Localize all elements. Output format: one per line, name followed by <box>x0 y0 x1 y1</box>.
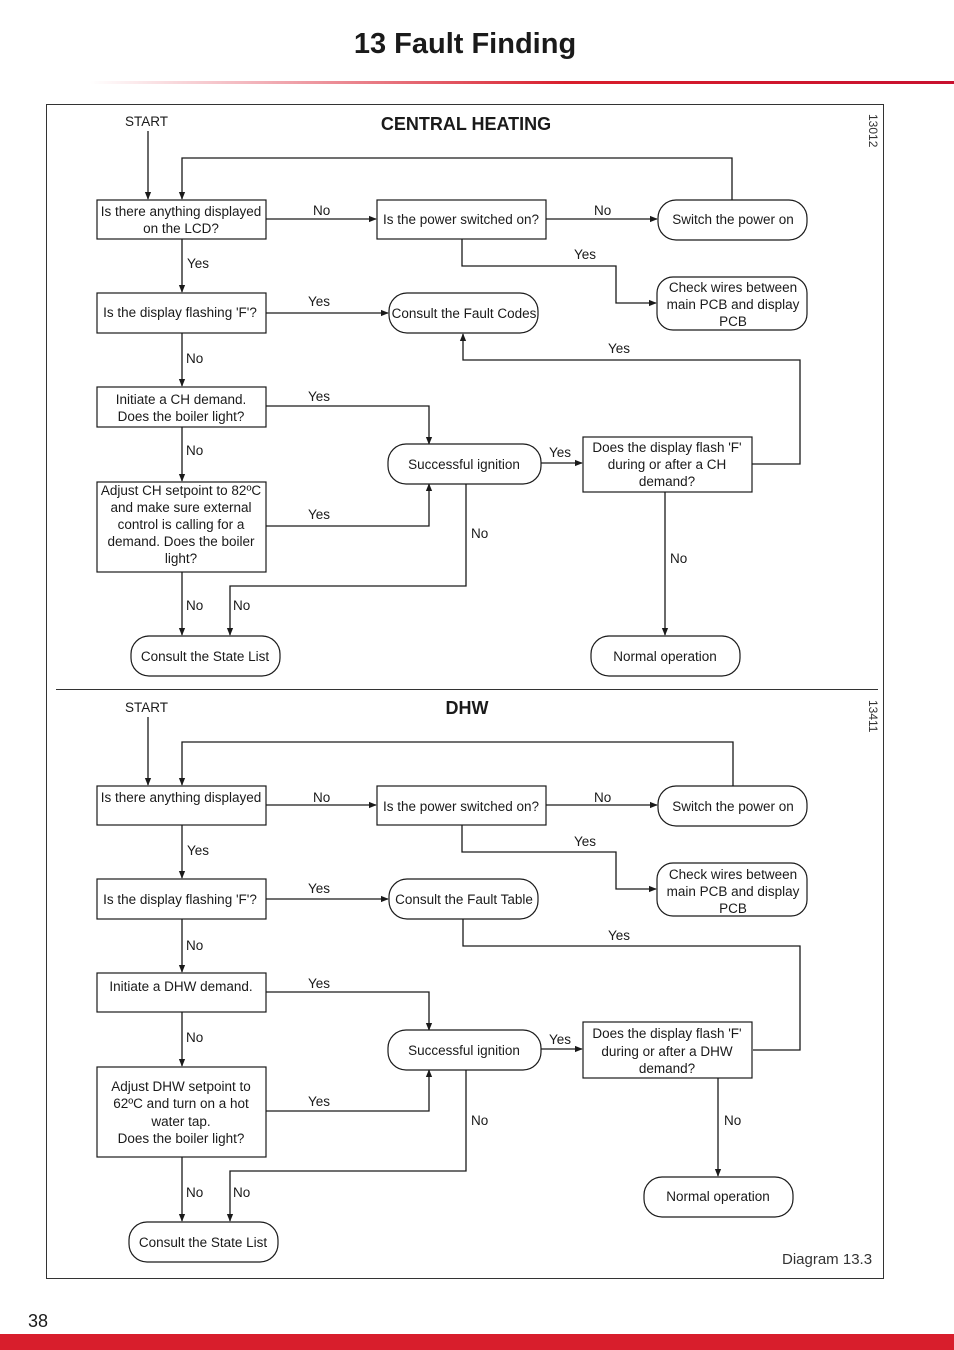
ch-node-adjust-setpoint <box>97 482 266 572</box>
ch-label-no: No <box>186 443 204 458</box>
dhw-label-no: No <box>594 790 612 805</box>
dhw-diagram-ref: 13411 <box>866 700 880 733</box>
svg-text:Is the display flashing 'F'?: Is the display flashing 'F'? <box>103 305 257 320</box>
ch-start-label: START <box>125 114 169 129</box>
central-heating-section <box>97 114 880 676</box>
ch-label-yes: Yes <box>308 507 331 522</box>
ch-label-no: No <box>670 551 688 566</box>
dhw-label-yes: Yes <box>308 1094 331 1109</box>
svg-text:62ºC and turn on a hot: 62ºC and turn on a hot <box>113 1096 249 1111</box>
svg-text:Switch the power on: Switch the power on <box>672 799 794 814</box>
dhw-node-check-wires <box>657 863 807 916</box>
ch-node-flash-after-question <box>583 437 752 492</box>
svg-text:demand?: demand? <box>638 474 696 489</box>
ch-label-no: No <box>594 203 612 218</box>
ch-node-successful-ignition <box>388 444 541 484</box>
svg-text:light?: light? <box>164 551 198 566</box>
svg-text:Is the display flashing 'F'?: Is the display flashing 'F'? <box>103 892 257 907</box>
diagram-caption: Diagram 13.3 <box>782 1251 873 1268</box>
svg-text:Does the display flash 'F': Does the display flash 'F' <box>592 440 742 455</box>
svg-text:Normal operation: Normal operation <box>666 1189 770 1204</box>
dhw-label-no: No <box>471 1113 489 1128</box>
svg-text:Does the display flash 'F': Does the display flash 'F' <box>592 1026 742 1041</box>
svg-text:main PCB and display: main PCB and display <box>666 884 800 899</box>
dhw-label-yes: Yes <box>608 928 631 943</box>
svg-text:and make sure external: and make sure external <box>110 500 252 515</box>
dhw-node-flash-after-question <box>583 1022 752 1078</box>
dhw-node-flashing-question <box>97 879 266 919</box>
ch-node-consult-state-list <box>131 636 280 676</box>
svg-text:during or after a CH: during or after a CH <box>607 457 727 472</box>
svg-text:Does the boiler light?: Does the boiler light? <box>117 409 245 424</box>
ch-node-normal-operation <box>591 636 740 676</box>
dhw-node-lcd-question <box>97 786 266 825</box>
dhw-label-yes: Yes <box>308 881 331 896</box>
ch-label-no: No <box>186 351 204 366</box>
dhw-node-successful-ignition <box>388 1030 541 1070</box>
svg-text:main PCB and display: main PCB and display <box>666 297 800 312</box>
svg-text:on the LCD?: on the LCD? <box>143 221 219 236</box>
ch-node-check-wires <box>657 277 807 330</box>
svg-text:demand?: demand? <box>638 1061 696 1076</box>
svg-text:PCB: PCB <box>719 314 747 329</box>
svg-text:Normal operation: Normal operation <box>613 649 717 664</box>
ch-label-no: No <box>233 598 251 613</box>
dhw-node-normal-operation <box>644 1177 793 1217</box>
ch-label-yes: Yes <box>308 389 331 404</box>
page-number: 38 <box>28 1311 49 1331</box>
svg-text:Is the power switched on?: Is the power switched on? <box>382 212 540 227</box>
svg-text:Adjust DHW setpoint to: Adjust DHW setpoint to <box>111 1079 251 1094</box>
ch-node-flashing-question <box>97 293 266 333</box>
ch-node-consult-fault-codes <box>389 293 538 333</box>
svg-text:Is there anything displayed: Is there anything displayed <box>100 790 262 805</box>
dhw-label-no: No <box>186 1030 204 1045</box>
dhw-start-label: START <box>125 700 169 715</box>
svg-text:Successful ignition: Successful ignition <box>408 457 520 472</box>
ch-node-power-question <box>377 200 546 239</box>
page-title: 13 Fault Finding <box>353 28 577 60</box>
dhw-label-no: No <box>233 1185 251 1200</box>
dhw-node-power-question <box>377 786 546 825</box>
svg-text:demand. Does the boiler: demand. Does the boiler <box>107 534 255 549</box>
ch-node-initiate-demand <box>97 387 266 427</box>
svg-text:Consult the State List: Consult the State List <box>140 649 270 664</box>
ch-label-yes: Yes <box>549 445 572 460</box>
ch-label-yes: Yes <box>608 341 631 356</box>
svg-text:Is the power switched on?: Is the power switched on? <box>382 799 540 814</box>
dhw-label-yes: Yes <box>308 976 331 991</box>
dhw-label-no: No <box>313 790 331 805</box>
svg-text:Consult the State List: Consult the State List <box>138 1235 268 1250</box>
svg-text:Is there anything displayed: Is there anything displayed <box>100 204 262 219</box>
dhw-label-yes: Yes <box>187 843 210 858</box>
dhw-node-consult-state-list <box>129 1222 278 1262</box>
ch-label-no: No <box>186 598 204 613</box>
dhw-heading: DHW <box>445 698 489 718</box>
svg-text:Initiate a CH demand.: Initiate a CH demand. <box>115 392 247 407</box>
dhw-node-switch-power-on <box>658 786 807 826</box>
footer-bar <box>0 1334 954 1350</box>
dhw-label-yes: Yes <box>549 1032 572 1047</box>
ch-node-lcd-question <box>97 200 266 239</box>
svg-text:Adjust CH setpoint to 82ºC: Adjust CH setpoint to 82ºC <box>100 483 262 498</box>
svg-text:Check wires between: Check wires between <box>668 280 798 295</box>
svg-text:Does the boiler light?: Does the boiler light? <box>117 1131 245 1146</box>
dhw-label-no: No <box>186 1185 204 1200</box>
svg-text:Consult the Fault Table: Consult the Fault Table <box>395 892 533 907</box>
dhw-section <box>97 698 880 1262</box>
svg-text:Successful ignition: Successful ignition <box>408 1043 520 1058</box>
svg-text:control is calling for a: control is calling for a <box>117 517 245 532</box>
dhw-label-no: No <box>724 1113 742 1128</box>
svg-text:water tap.: water tap. <box>151 1114 211 1129</box>
dhw-label-yes: Yes <box>574 834 597 849</box>
svg-text:Initiate a DHW demand.: Initiate a DHW demand. <box>109 979 253 994</box>
ch-label-yes: Yes <box>574 247 597 262</box>
ch-label-no: No <box>471 526 489 541</box>
ch-node-switch-power-on <box>658 200 807 240</box>
svg-text:PCB: PCB <box>719 901 747 916</box>
ch-label-yes: Yes <box>308 294 331 309</box>
dhw-node-consult-fault-table <box>389 879 538 919</box>
ch-label-yes: Yes <box>187 256 210 271</box>
svg-text:Switch the power on: Switch the power on <box>672 212 794 227</box>
ch-label-no: No <box>313 203 331 218</box>
dhw-node-initiate-demand <box>97 973 266 1012</box>
svg-text:Check wires between: Check wires between <box>668 867 798 882</box>
ch-heading: CENTRAL HEATING <box>380 114 552 134</box>
svg-text:Consult the Fault Codes: Consult the Fault Codes <box>391 306 537 321</box>
dhw-label-no: No <box>186 938 204 953</box>
dhw-node-adjust-setpoint <box>97 1067 266 1157</box>
svg-text:during or after a DHW: during or after a DHW <box>601 1044 733 1059</box>
ch-diagram-ref: 13012 <box>866 114 880 148</box>
